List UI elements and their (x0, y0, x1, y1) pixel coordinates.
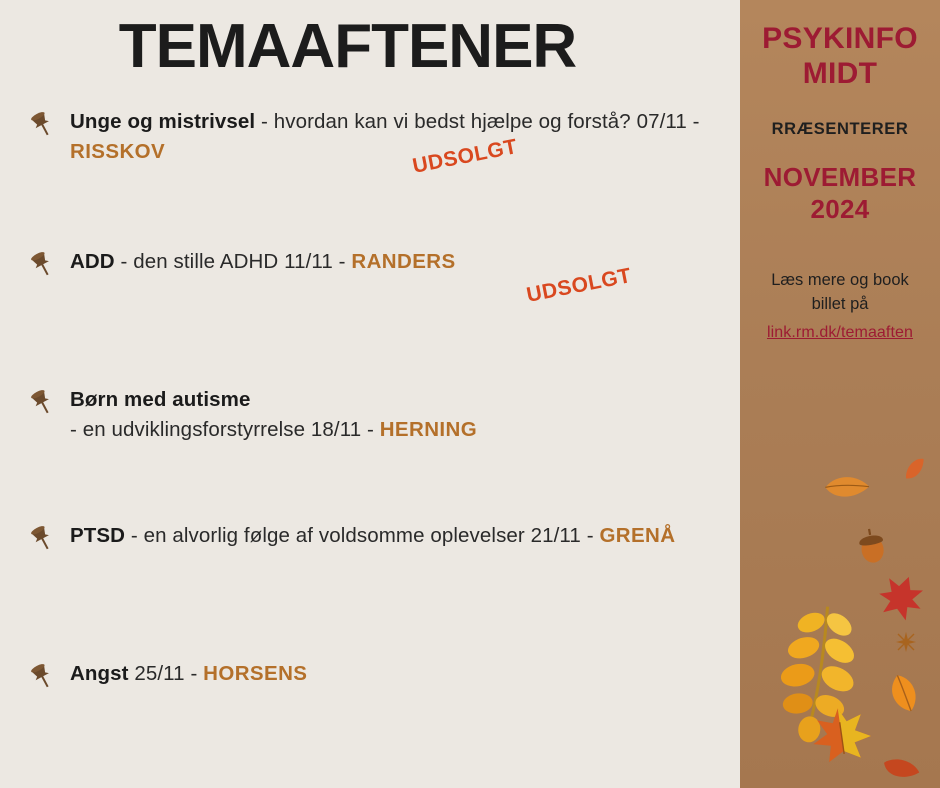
pushpin-icon (26, 387, 60, 421)
booking-line-2: billet på (811, 295, 869, 314)
pushpin-icon (26, 109, 60, 143)
booking-link[interactable]: link.rm.dk/temaaften (766, 324, 914, 342)
list-item (26, 107, 740, 193)
event-description: 25/11 - (128, 662, 204, 686)
leaf-icon (901, 457, 929, 481)
presents-label: RRÆSENTERER (771, 119, 909, 138)
event-description: - den stille ADHD 11/11 - (114, 250, 352, 274)
month-name: NOVEMBER (763, 161, 917, 192)
event-city: RISSKOV (70, 139, 166, 163)
pushpin-icon (26, 523, 60, 557)
event-city: HERNING (379, 417, 478, 441)
event-text (70, 247, 456, 277)
year-value: 2024 (810, 194, 870, 225)
event-text (70, 107, 710, 166)
event-title: Unge og mistrivsel (70, 110, 256, 134)
poster-sidebar (740, 0, 940, 788)
status-badge: UDSOLGT (410, 135, 520, 179)
acorn-icon (857, 527, 887, 565)
list-item (26, 385, 740, 471)
event-description: - hvordan kan vi bedst hjælpe og forstå? 07/11 - (255, 110, 700, 134)
event-city: GRENÅ (599, 524, 676, 548)
seed-icon (896, 632, 916, 652)
event-city: RANDERS (351, 250, 456, 274)
event-title: Angst (70, 662, 129, 686)
event-text (70, 659, 307, 689)
brand-line-2: MIDT (802, 56, 878, 90)
leaf-icon (888, 672, 919, 714)
list-item (26, 247, 740, 333)
status-badge: UDSOLGT (524, 264, 634, 308)
brand-name (750, 22, 930, 92)
month-label (750, 161, 930, 226)
pushpin-icon (26, 249, 60, 283)
event-description: - en udviklingsforstyrrelse 18/11 - (70, 417, 380, 441)
event-text (70, 385, 477, 444)
event-title: PTSD (70, 524, 126, 548)
leaf-icon (824, 471, 870, 503)
event-title: Børn med autisme (70, 388, 251, 412)
pushpin-icon (26, 661, 60, 695)
list-item (26, 521, 740, 607)
booking-info (750, 268, 930, 346)
event-text (70, 521, 675, 551)
page-title: TEMAAFTENER (118, 12, 577, 81)
event-city: HORSENS (203, 662, 308, 686)
autumn-leaves-decoration (740, 450, 940, 788)
event-title: ADD (70, 250, 115, 274)
booking-line-1: Læs mere og book (771, 270, 909, 289)
brand-line-1: PSYKINFO (762, 22, 918, 55)
leaf-icon (881, 753, 921, 784)
event-description: - en alvorlig følge af voldsomme oplevelser 21/11 - (125, 524, 600, 548)
list-item (26, 659, 740, 745)
leaf-icon (874, 569, 930, 624)
events-list (0, 107, 740, 745)
